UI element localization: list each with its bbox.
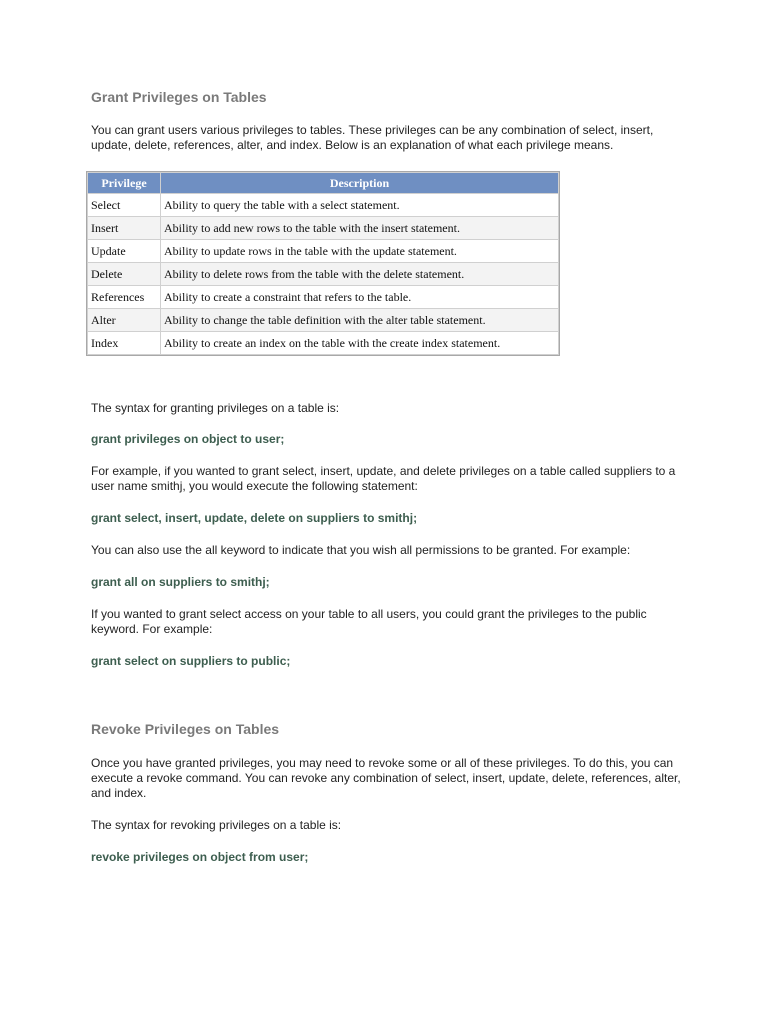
table-row xyxy=(88,309,558,331)
table-row xyxy=(88,194,558,216)
description-cell: Ability to create a constraint that refers to the table. xyxy=(161,286,558,308)
revoke-heading: Revoke Privileges on Tables xyxy=(91,721,280,737)
grant-syntax-code: grant privileges on object to user; xyxy=(91,432,285,446)
privilege-cell: Delete xyxy=(88,263,160,285)
privilege-cell: Index xyxy=(88,332,160,354)
revoke-intro: Once you have granted privileges, you may need to revoke some or all of these privileges. To do this, you can execute a revoke command. You can revoke any combination of select, insert, update, delete, references, alter, and index. xyxy=(91,756,681,800)
description-cell: Ability to delete rows from the table with the delete statement. xyxy=(161,263,558,285)
description-cell: Ability to change the table definition with the alter table statement. xyxy=(161,309,558,331)
grant-example-code: grant select, insert, update, delete on suppliers to smithj; xyxy=(91,511,418,525)
table-row xyxy=(88,286,558,308)
description-cell: Ability to update rows in the table with the update statement. xyxy=(161,240,558,262)
description-cell: Ability to create an index on the table with the create index statement. xyxy=(161,332,558,354)
grant-all-code: grant all on suppliers to smithj; xyxy=(91,575,270,589)
grant-public-code: grant select on suppliers to public; xyxy=(91,654,291,668)
privilege-cell: Update xyxy=(88,240,160,262)
grant-public-intro: If you wanted to grant select access on your table to all users, you could grant the privileges to the public keyword. For example: xyxy=(91,607,647,636)
grant-syntax-intro: The syntax for granting privileges on a table is: xyxy=(91,401,340,415)
description-cell: Ability to add new rows to the table with the insert statement. xyxy=(161,217,558,239)
grant-example-intro: For example, if you wanted to grant select, insert, update, and delete privileges on a table called suppliers to a user name smithj, you would execute the following statement: xyxy=(91,464,676,493)
table-row xyxy=(88,332,558,354)
grant-intro: You can grant users various privileges to tables. These privileges can be any combination of select, insert, update, delete, references, alter, and index. Below is an explanation of what each privilege means. xyxy=(91,123,654,152)
privilege-cell: Alter xyxy=(88,309,160,331)
revoke-syntax-intro: The syntax for revoking privileges on a table is: xyxy=(91,818,342,832)
description-cell: Ability to query the table with a select statement. xyxy=(161,194,558,216)
table-row xyxy=(88,263,558,285)
header-privilege: Privilege xyxy=(88,173,160,193)
privilege-cell: References xyxy=(88,286,160,308)
header-description: Description xyxy=(161,173,558,193)
revoke-syntax-code: revoke privileges on object from user; xyxy=(91,850,309,864)
table-row xyxy=(88,240,558,262)
table-header-row xyxy=(88,173,558,193)
grant-all-intro: You can also use the all keyword to indicate that you wish all permissions to be granted. For example: xyxy=(91,543,631,557)
privilege-cell: Insert xyxy=(88,217,160,239)
privileges-table xyxy=(86,171,560,356)
grant-heading: Grant Privileges on Tables xyxy=(91,89,267,105)
table-row xyxy=(88,217,558,239)
privilege-cell: Select xyxy=(88,194,160,216)
